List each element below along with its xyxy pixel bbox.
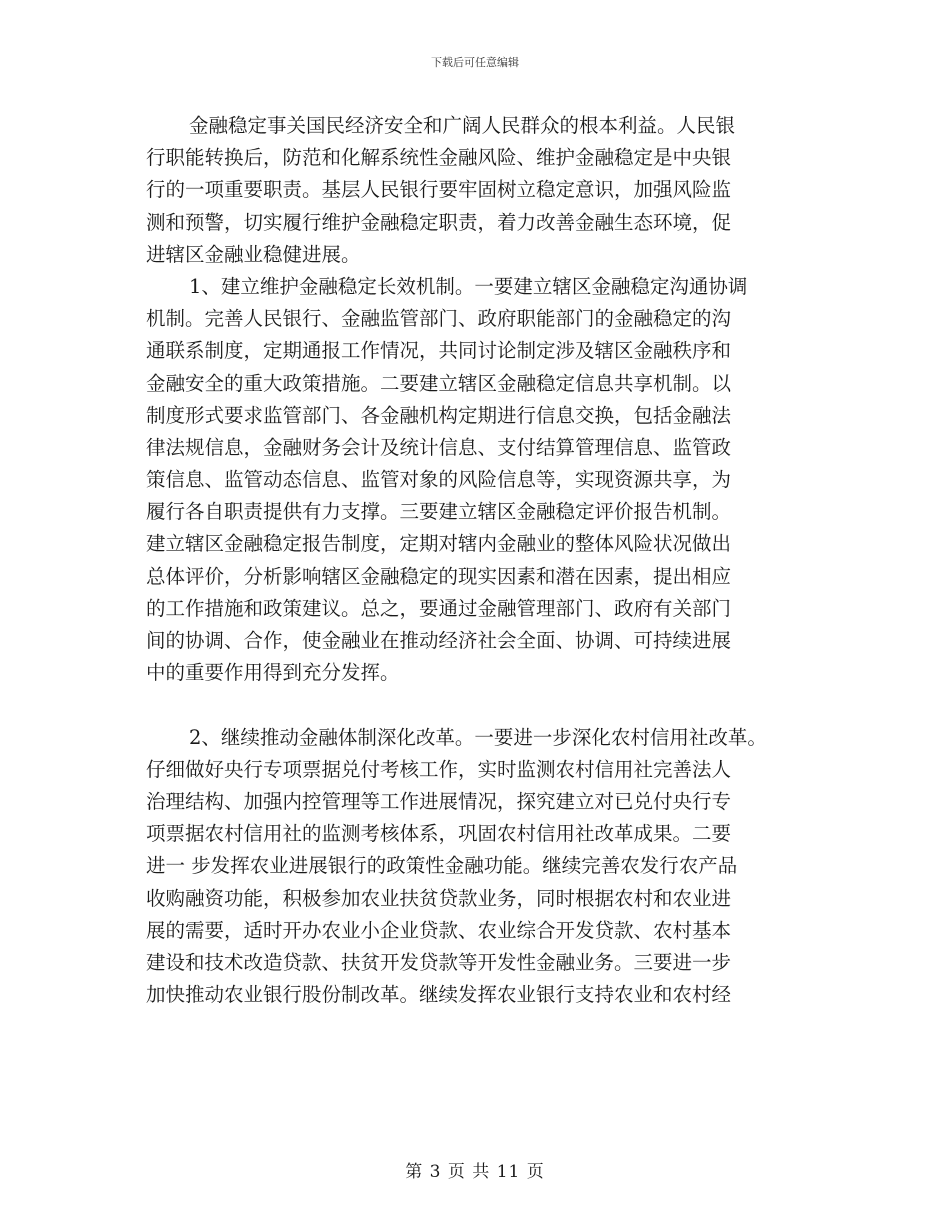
text-line: 进辖区金融业稳健进展。 <box>146 242 361 266</box>
text-line: 间的协调、合作，使金融业在推动经济社会全面、协调、可持续进展 <box>146 629 732 652</box>
text-line: 仔细做好央行专项票据兑付考核工作，实时监测农村信用社完善法人 <box>146 757 732 781</box>
text-line: 的工作措施和政策建议。总之，要通过金融管理部门、政府有关部门 <box>146 596 732 620</box>
text-line: 治理结构、加强内控管理等工作进展情况，探究建立对已兑付央行专 <box>146 789 732 813</box>
text-line: 建立辖区金融稳定报告制度，定期对辖内金融业的整体风险状况做出 <box>146 532 732 556</box>
document-body <box>146 110 826 1011</box>
text-line: 履行各自职责提供有力支撑。三要建立辖区金融稳定评价报告机制。 <box>146 500 732 524</box>
text-line: 建设和技术改造贷款、扶贫开发贷款等开发性金融业务。三要进一步 <box>146 950 732 974</box>
paragraph-section-1 <box>146 271 826 722</box>
paragraph-section-2 <box>146 722 826 1012</box>
text-line: 1、建立维护金融稳定长效机制。一要建立辖区金融稳定沟通协调 <box>189 274 748 298</box>
text-line: 制度形式要求监管部门、各金融机构定期进行信息交换，包括金融法 <box>146 403 732 427</box>
text-line: 项票据农村信用社的监测考核体系，巩固农村信用社改革成果。二要 <box>146 822 732 846</box>
text-line: 测和预警，切实履行维护金融稳定职责，着力改善金融生态环境，促 <box>146 210 732 234</box>
text-line: 通联系制度，定期通报工作情况，共同讨论制定涉及辖区金融秩序和 <box>146 339 732 363</box>
text-line: 进一 步发挥农业进展银行的政策性金融功能。继续完善农发行农产品 <box>146 854 738 878</box>
paragraph-intro <box>146 110 826 271</box>
text-line: 中的重要作用得到充分发挥。 <box>146 661 400 685</box>
text-line: 加快推动农业银行股份制改革。继续发挥农业银行支持农业和农村经 <box>146 983 732 1007</box>
page-header: 下载后可任意编辑 <box>431 56 519 69</box>
text-line: 2、继续推动金融体制深化改革。一要进一步深化农村信用社改革。 <box>189 725 767 749</box>
text-line: 机制。完善人民银行、金融监管部门、政府职能部门的金融稳定的沟 <box>146 307 732 331</box>
text-line <box>146 689 826 721</box>
text-line: 金融稳定事关国民经济安全和广阔人民群众的根本利益。人民银 <box>189 114 736 137</box>
text-line: 总体评价，分析影响辖区金融稳定的现实因素和潜在因素，提出相应 <box>146 564 732 588</box>
text-line: 律法规信息，金融财务会计及统计信息、支付结算管理信息、监管政 <box>146 435 732 459</box>
text-line: 策信息、监管动态信息、监管对象的风险信息等，实现资源共享，为 <box>146 468 732 492</box>
text-line: 金融安全的重大政策措施。二要建立辖区金融稳定信息共享机制。以 <box>146 371 732 395</box>
text-line: 行职能转换后，防范和化解系统性金融风险、维护金融稳定是中央银 <box>146 146 732 170</box>
page-footer: 第 3 页 共 11 页 <box>405 1162 545 1182</box>
text-line: 收购融资功能，积极参加农业扶贫贷款业务，同时根据农村和农业进 <box>146 886 732 910</box>
text-line: 展的需要，适时开办农业小企业贷款、农业综合开发贷款、农村基本 <box>146 918 732 942</box>
text-line: 行的一项重要职责。基层人民银行要牢固树立稳定意识，加强风险监 <box>146 178 732 202</box>
